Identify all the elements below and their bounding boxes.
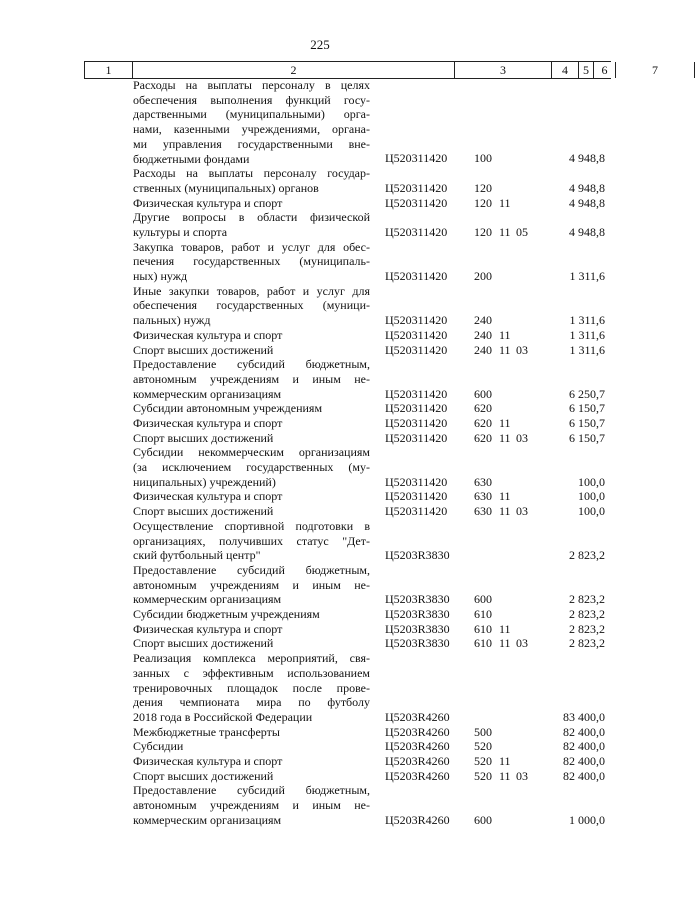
expense-type: 240 <box>474 327 492 342</box>
expense-type: 620 <box>474 430 492 445</box>
row-name <box>133 196 370 211</box>
expense-type: 120 <box>474 180 492 195</box>
row-name-line: ский футбольный центр" <box>133 548 261 563</box>
row-name-line: Физическая культура и спорт <box>133 416 283 430</box>
table-row <box>0 769 640 784</box>
table-row <box>0 504 640 519</box>
table-row <box>0 445 640 489</box>
row-name-line: ственных (муниципальных) органов <box>133 180 319 195</box>
row-name-line: Межбюджетные трансферты <box>133 724 280 739</box>
row-name-line: Реализация комплекса мероприятий, свя- <box>133 651 370 666</box>
table-row <box>0 651 640 725</box>
row-name-line: коммерческим организациям <box>133 386 282 401</box>
row-name-line: ми управления государственными вне- <box>133 136 370 151</box>
section: 11 <box>499 504 511 519</box>
row-name <box>133 445 370 489</box>
row-name-line: пальных) нужд <box>133 313 211 328</box>
target-article-code: Ц520311420 <box>385 195 448 210</box>
row-name <box>133 725 370 740</box>
row-name-line: Спорт высших достижений <box>133 636 274 651</box>
row-name-line: Предоставление субсидий бюджетным, <box>133 562 370 577</box>
section: 11 <box>499 327 511 342</box>
expense-type: 630 <box>474 489 492 504</box>
row-name <box>133 416 370 431</box>
row-name-line: автономным учреждениям и иным не- <box>133 798 370 813</box>
table-row <box>0 754 640 769</box>
subsection: 03 <box>516 430 528 445</box>
expense-type: 120 <box>474 224 492 239</box>
row-name-line: Закупка товаров, работ и услуг для обес- <box>133 239 370 254</box>
amount: 4 948,8 <box>569 180 605 195</box>
row-name-line: Физическая культура и спорт <box>133 621 283 636</box>
table-row <box>0 416 640 431</box>
target-article-code: Ц5203R4260 <box>385 768 450 783</box>
target-article-code: Ц520311420 <box>385 386 448 401</box>
row-name-line: Субсидии бюджетным учреждениям <box>133 607 320 622</box>
target-article-code: Ц520311420 <box>385 151 448 166</box>
table-row <box>0 401 640 416</box>
target-article-code: Ц520311420 <box>385 430 448 445</box>
table-row <box>0 519 640 563</box>
section: 11 <box>499 195 511 210</box>
table-row <box>0 489 640 504</box>
amount: 82 400,0 <box>563 724 605 739</box>
row-name-line: Предоставление субсидий бюджетным, <box>133 357 370 372</box>
amount: 100,0 <box>578 489 605 504</box>
row-name <box>133 240 370 284</box>
column-header-3: 3 <box>454 62 551 78</box>
expense-type: 610 <box>474 621 492 636</box>
row-name <box>133 754 370 769</box>
expense-type: 600 <box>474 812 492 827</box>
expense-type: 630 <box>474 474 492 489</box>
table-row <box>0 431 640 446</box>
expense-type: 520 <box>474 768 492 783</box>
row-name-line: Субсидии <box>133 739 184 754</box>
table-row <box>0 284 640 328</box>
row-name-line: Физическая культура и спорт <box>133 753 283 768</box>
row-name-line: автономным учреждениям и иным не- <box>133 371 370 386</box>
target-article-code: Ц5203R3830 <box>385 592 450 607</box>
row-name-line: коммерческим организациям <box>133 592 282 607</box>
row-name <box>133 166 370 195</box>
expense-type: 610 <box>474 607 492 622</box>
target-article-code: Ц5203R3830 <box>385 621 450 636</box>
column-header-1: 1 <box>84 62 132 78</box>
expense-type: 100 <box>474 151 492 166</box>
column-header-2: 2 <box>132 62 454 78</box>
row-name-line: Предоставление субсидий бюджетным, <box>133 783 370 798</box>
row-name <box>133 78 370 166</box>
row-name <box>133 622 370 637</box>
target-article-code: Ц5203R4260 <box>385 753 450 768</box>
column-header-5: 5 <box>578 62 593 78</box>
expense-type: 120 <box>474 195 492 210</box>
table-row <box>0 739 640 754</box>
row-name-line: нами, казенными учреждениями, органа- <box>133 122 370 137</box>
page-number: 225 <box>310 37 330 52</box>
amount: 1 000,0 <box>569 812 605 827</box>
section: 11 <box>499 224 511 239</box>
table-row <box>0 636 640 651</box>
target-article-code: Ц520311420 <box>385 415 448 430</box>
amount: 6 250,7 <box>569 386 605 401</box>
table-row <box>0 240 640 284</box>
row-name-line: Расходы на выплаты персоналу государ- <box>133 166 370 181</box>
subsection: 03 <box>516 768 528 783</box>
table-row <box>0 622 640 637</box>
row-name-line: организациях, получивших статус "Дет- <box>133 533 370 548</box>
expense-type: 520 <box>474 753 492 768</box>
row-name-line: дарственными (муниципальными) орга- <box>133 107 370 122</box>
row-name <box>133 636 370 651</box>
row-name-line: Субсидии автономным учреждениям <box>133 401 323 416</box>
column-header-7: 7 <box>615 62 695 78</box>
amount: 4 948,8 <box>569 224 605 239</box>
amount: 1 311,6 <box>569 269 605 284</box>
expense-type: 630 <box>474 504 492 519</box>
amount: 82 400,0 <box>563 739 605 754</box>
amount: 1 311,6 <box>569 327 605 342</box>
expense-type: 200 <box>474 269 492 284</box>
row-name-line: Осуществление спортивной подготовки в <box>133 518 370 533</box>
subsection: 05 <box>516 224 528 239</box>
row-name <box>133 651 370 725</box>
table-row <box>0 783 640 827</box>
target-article-code: Ц520311420 <box>385 504 448 519</box>
row-name-line: Спорт высших достижений <box>133 430 274 445</box>
amount: 2 823,2 <box>569 621 605 636</box>
expense-type: 520 <box>474 739 492 754</box>
amount: 2 823,2 <box>569 636 605 651</box>
table-row <box>0 563 640 607</box>
row-name <box>133 401 370 416</box>
target-article-code: Ц5203R4260 <box>385 739 450 754</box>
table-row <box>0 607 640 622</box>
target-article-code: Ц520311420 <box>385 269 448 284</box>
row-name-line: печения государственных (муниципаль- <box>133 254 370 269</box>
row-name <box>133 210 370 239</box>
target-article-code: Ц520311420 <box>385 489 448 504</box>
section: 11 <box>499 430 511 445</box>
row-name <box>133 739 370 754</box>
expense-type: 500 <box>474 724 492 739</box>
target-article-code: Ц520311420 <box>385 180 448 195</box>
target-article-code: Ц520311420 <box>385 474 448 489</box>
target-article-code: Ц520311420 <box>385 401 448 416</box>
row-name-line: ных) нужд <box>133 269 188 284</box>
subsection: 03 <box>516 342 528 357</box>
row-name-line: Физическая культура и спорт <box>133 489 283 504</box>
section: 11 <box>499 768 511 783</box>
section: 11 <box>499 415 511 430</box>
row-name-line: тренировочных площадок после прове- <box>133 680 370 695</box>
section: 11 <box>499 636 511 651</box>
row-name-line: Физическая культура и спорт <box>133 327 283 342</box>
target-article-code: Ц5203R3830 <box>385 548 450 563</box>
table-row <box>0 328 640 343</box>
section: 11 <box>499 489 511 504</box>
expense-type: 610 <box>474 636 492 651</box>
expense-type: 620 <box>474 401 492 416</box>
table-row <box>0 343 640 358</box>
amount: 2 823,2 <box>569 607 605 622</box>
amount: 100,0 <box>578 504 605 519</box>
row-name-line: культуры и спорта <box>133 224 228 239</box>
row-name-line: Физическая культура и спорт <box>133 195 283 210</box>
row-name <box>133 519 370 563</box>
target-article-code: Ц5203R4260 <box>385 724 450 739</box>
amount: 82 400,0 <box>563 753 605 768</box>
section: 11 <box>499 342 511 357</box>
table-row <box>0 78 640 166</box>
row-name-line: Спорт высших достижений <box>133 504 274 519</box>
expense-type: 240 <box>474 313 492 328</box>
row-name-line: Субсидии некоммерческим организациям <box>133 445 370 460</box>
row-name <box>133 769 370 784</box>
row-name-line: обеспечения государственных (муници- <box>133 298 370 313</box>
row-name-line: 2018 года в Российской Федерации <box>133 709 313 724</box>
row-name <box>133 328 370 343</box>
amount: 6 150,7 <box>569 401 605 416</box>
row-name-line: бюджетными фондами <box>133 151 250 166</box>
target-article-code: Ц520311420 <box>385 313 448 328</box>
table-row <box>0 725 640 740</box>
table-row <box>0 166 640 195</box>
row-name <box>133 357 370 401</box>
target-article-code: Ц520311420 <box>385 224 448 239</box>
expense-type: 600 <box>474 592 492 607</box>
row-name-line: (за исключением государственных (му- <box>133 460 370 475</box>
row-name-line: дения чемпионата мира по футболу <box>133 695 370 710</box>
target-article-code: Ц520311420 <box>385 342 448 357</box>
row-name <box>133 431 370 446</box>
row-name-line: Спорт высших достижений <box>133 342 274 357</box>
expense-type: 240 <box>474 342 492 357</box>
target-article-code: Ц5203R3830 <box>385 636 450 651</box>
table-row <box>0 357 640 401</box>
amount: 1 311,6 <box>569 313 605 328</box>
target-article-code: Ц5203R4260 <box>385 709 450 724</box>
target-article-code: Ц5203R3830 <box>385 607 450 622</box>
table-row <box>0 196 640 211</box>
row-name-line: Другие вопросы в области физической <box>133 210 370 225</box>
row-name <box>133 783 370 827</box>
amount: 83 400,0 <box>563 709 605 724</box>
amount: 2 823,2 <box>569 548 605 563</box>
section: 11 <box>499 621 511 636</box>
row-name <box>133 343 370 358</box>
amount: 6 150,7 <box>569 415 605 430</box>
expense-type: 600 <box>474 386 492 401</box>
row-name-line: Спорт высших достижений <box>133 768 274 783</box>
target-article-code: Ц520311420 <box>385 327 448 342</box>
target-article-code: Ц5203R4260 <box>385 812 450 827</box>
amount: 4 948,8 <box>569 151 605 166</box>
subsection: 03 <box>516 504 528 519</box>
row-name-line: ниципальных) учреждений) <box>133 474 276 489</box>
row-name-line: коммерческим организациям <box>133 812 282 827</box>
subsection: 03 <box>516 636 528 651</box>
amount: 6 150,7 <box>569 430 605 445</box>
row-name-line: обеспечения выполнения функций госу- <box>133 92 370 107</box>
section: 11 <box>499 753 511 768</box>
column-header-6: 6 <box>593 62 615 78</box>
row-name <box>133 607 370 622</box>
row-name <box>133 489 370 504</box>
amount: 4 948,8 <box>569 195 605 210</box>
table-header <box>84 61 658 79</box>
row-name-line: занных с эффективным использованием <box>133 665 370 680</box>
table-row <box>0 210 640 239</box>
budget-table-body <box>0 78 640 827</box>
amount: 1 311,6 <box>569 342 605 357</box>
row-name-line: автономным учреждениям и иным не- <box>133 577 370 592</box>
amount: 100,0 <box>578 474 605 489</box>
amount: 82 400,0 <box>563 768 605 783</box>
row-name <box>133 284 370 328</box>
row-name <box>133 504 370 519</box>
row-name-line: Расходы на выплаты персоналу в целях <box>133 78 370 92</box>
row-name <box>133 563 370 607</box>
column-header-4: 4 <box>551 62 578 78</box>
expense-type: 620 <box>474 415 492 430</box>
amount: 2 823,2 <box>569 592 605 607</box>
row-name-line: Иные закупки товаров, работ и услуг для <box>133 283 370 298</box>
